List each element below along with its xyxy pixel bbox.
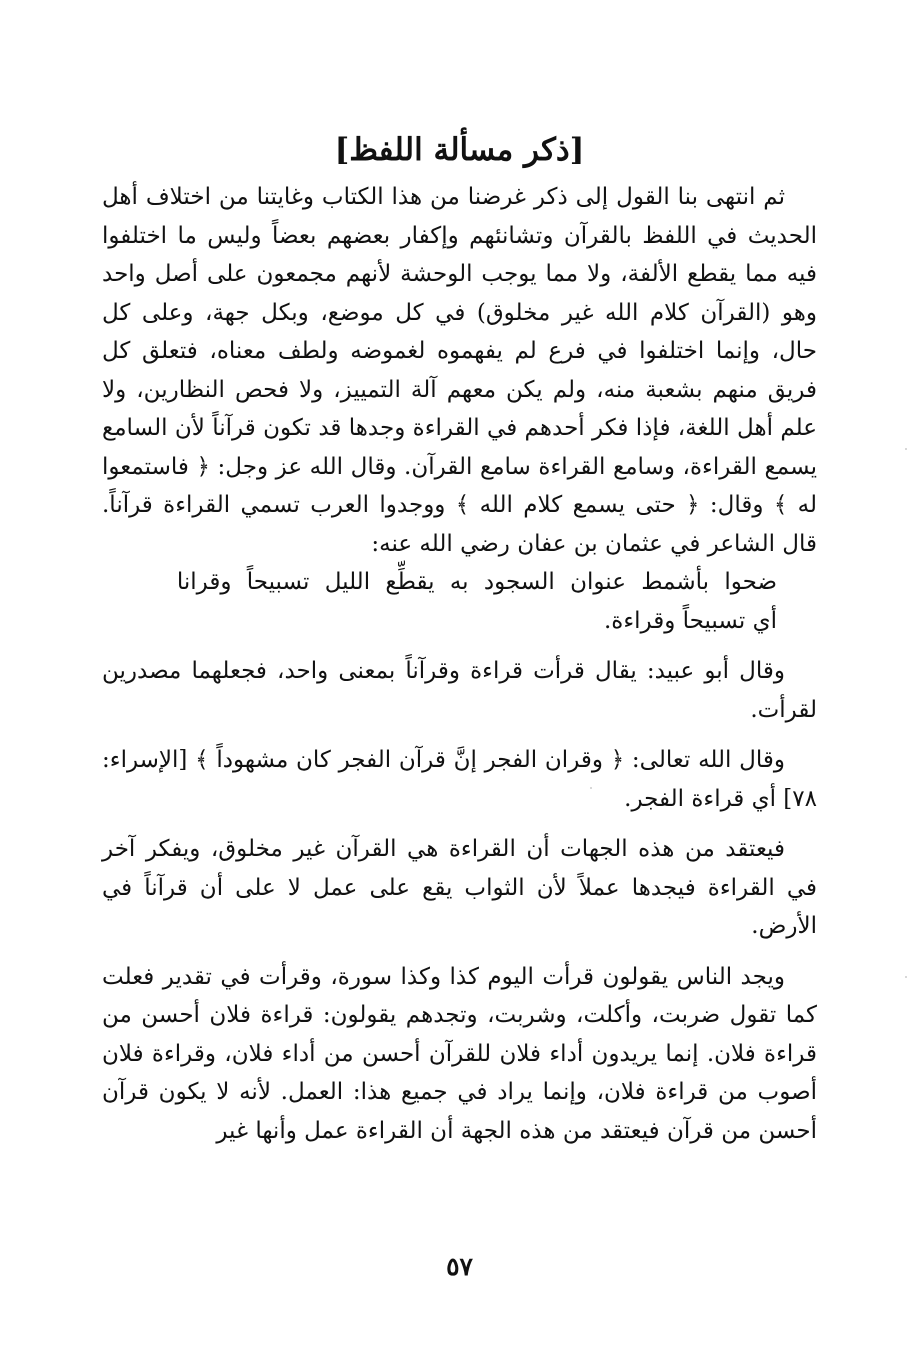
poetry-verse: ضحوا بأشمط عنوان السجود به يقطِّع الليل تسبيحاً وقرانا	[176, 569, 777, 595]
paragraph-people-say: ويجد الناس يقولون قرأت اليوم كذا وكذا سورة، وقرأت في تقدير فعلت كما تقول ضربت، وأكلت، وشربت، وتجدهم يقولون: قراءة فلان أحسن من قراءة فلان. إنما يريدون أداء فلان للقرآن أحسن من أداء فلان، وقراءة فلان أصوب من قراءة فلان، وإنما يراد في جميع هذا: العمل. لأنه لا يكون قرآن أحسن من قرآن فيعتقد من هذه الجهة أن القراءة عمل وأنها غير	[102, 963, 817, 1144]
verse-explanation: أي تسبيحاً وقراءة.	[603, 607, 777, 634]
paragraph-belief: فيعتقد من هذه الجهات أن القراءة هي القرآن غير مخلوق، ويفكر آخر في القراءة فيجدها عملاً لأن الثواب يقع على عمل لا على أن قرآناً في الأرض.	[102, 836, 817, 939]
scan-speck	[905, 976, 907, 978]
scan-speck	[590, 787, 592, 789]
scan-speck	[905, 448, 907, 450]
paragraph-intro: ثم انتهى بنا القول إلى ذكر غرضنا من هذا الكتاب وغايتنا من اختلاف أهل الحديث في اللفظ بالقرآن وتشانئهم وإكفار بعضهم بعضاً وليس ما اختلفوا فيه مما يقطع الألفة، ولا مما يوجب الوحشة لأنهم مجمعون على أصل واحد وهو (القرآن كلام الله غير مخلوق) في كل موضع، وبكل جهة، وعلى كل حال، وإنما اختلفوا في فرع لم يفهموه لغموضه ولطف معناه، فتعلق كل فريق منهم بشعبة منه، ولم يكن معهم آلة التمييز، ولا فحص النظارين، ولا علم أهل اللغة، فإذا فكر أحدهم في القراءة وجدها قد تكون قرآناً لأن السامع يسمع القراءة، وسامع القراءة سامع القرآن. وقال الله عز وجل: ﴿ فاستمعوا له ﴾ وقال: ﴿ حتى يسمع كلام الله ﴾ ووجدوا العرب تسمي القراءة قرآناً. قال الشاعر في عثمان بن عفان رضي الله عنه:	[102, 184, 817, 557]
page-number: ٥٧	[446, 1252, 473, 1281]
paragraph-quran-citation: وقال الله تعالى: ﴿ وقران الفجر إنَّ قرآن الفجر كان مشهوداً ﴾ [الإسراء: ٧٨] أي قراءة الفجر.	[102, 747, 817, 812]
page-body	[102, 178, 817, 1150]
spacer	[102, 640, 817, 652]
spacer	[102, 946, 817, 958]
spacer	[102, 818, 817, 830]
spacer	[102, 729, 817, 741]
paragraph-abu-ubaid: وقال أبو عبيد: يقال قرأت قراءة وقرآناً بمعنى واحد، فجعلهما مصدرين لقرأت.	[102, 658, 817, 723]
section-title: [ذكر مسألة اللفظ]	[334, 132, 585, 168]
